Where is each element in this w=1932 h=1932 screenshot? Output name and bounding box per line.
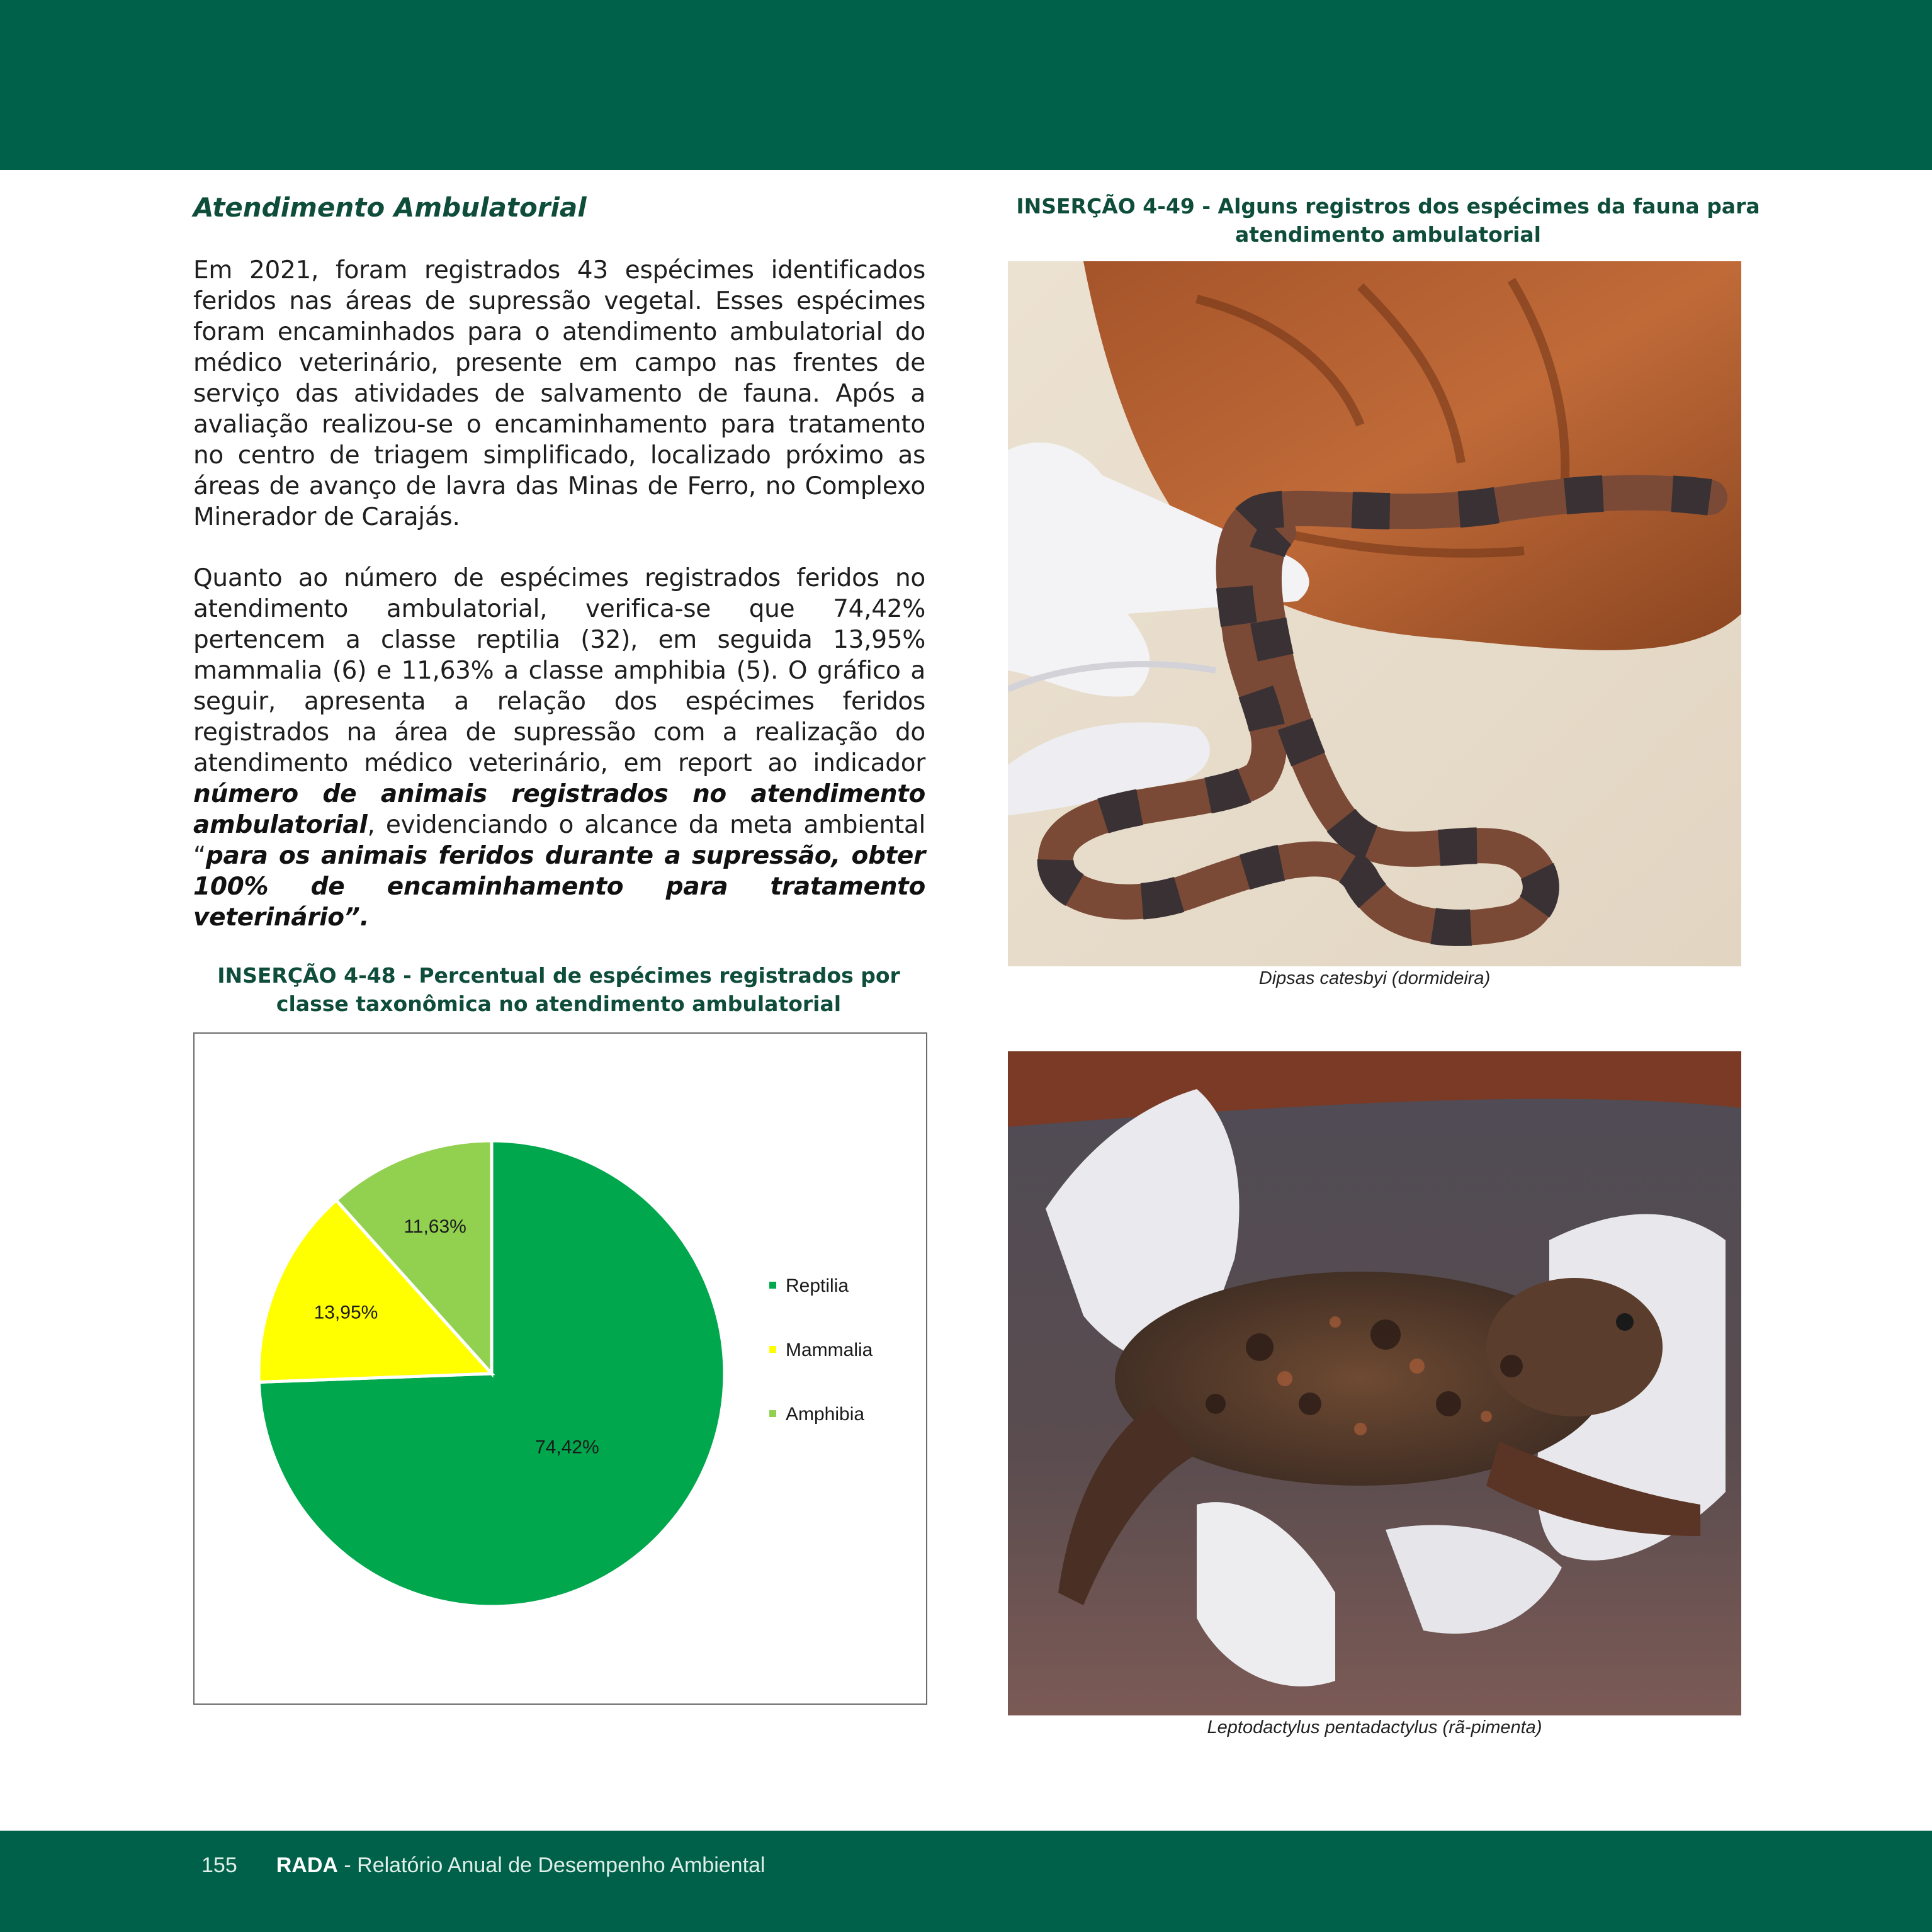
footer-band	[0, 1831, 1932, 1932]
legend-label-reptilia: Reptilia	[786, 1275, 849, 1296]
paragraph-2	[193, 563, 925, 933]
indicator-name: número de animais registrados no atendimento ambulatorial	[193, 780, 925, 839]
legend-swatch-mammalia	[769, 1346, 776, 1353]
legend-swatch-amphibia	[769, 1410, 776, 1417]
footer-brand: RADA	[276, 1853, 338, 1877]
data-label-mammalia: 13,95%	[314, 1302, 378, 1323]
frog-photo	[1008, 1051, 1741, 1715]
environmental-goal: para os animais feridos durante a supressão, obter 100% de encaminhamento para tratamento veterinário”.	[193, 842, 925, 932]
legend-label-mammalia: Mammalia	[786, 1340, 873, 1360]
page-number: 155	[201, 1853, 237, 1877]
paragraph-2-text-b: , evidenciando o alcance da meta ambiental “	[193, 811, 925, 870]
photos-caption: INSERÇÃO 4-49 - Alguns registros dos espécimes da fauna para atendimento ambulatorial	[1016, 194, 1760, 247]
chart-caption: INSERÇÃO 4-48 - Percentual de espécimes registrados por classe taxonômica no atendimento ambulatorial	[217, 963, 900, 1016]
paragraph-1: Em 2021, foram registrados 43 espécimes identificados feridos nas áreas de supressão vegetal. Esses espécimes foram encaminhados para o atendimento ambulatorial do médico veterinário, presente em campo nas frentes de serviço das atividades de salvamento de fauna. Após a avaliação realizou-se o encaminhamento para tratamento no centro de triagem simplificado, localizado próximo as áreas de avanço de lavra das Minas de Ferro, no Complexo Minerador de Carajás.	[193, 256, 925, 531]
footer-title: - Relatório Anual de Desempenho Ambiental	[337, 1853, 765, 1877]
snake-photo-caption: Dipsas catesbyi (dormideira)	[1258, 968, 1491, 988]
footer	[201, 1853, 765, 1878]
pie-chart-frame	[193, 1032, 927, 1705]
section-title: Atendimento Ambulatorial	[193, 192, 587, 223]
paragraph-2-text-a: Quanto ao número de espécimes registrados feridos no atendimento ambulatorial, verifica-se que 74,42% pertencem a classe reptilia (32), em seguida 13,95% mammalia (6) e 11,63% a classe amphibia (5). O gráfico a seguir, apresenta a relação dos espécimes feridos registrados na área de supressão com a realização do atendimento médico veterinário, em report ao indicador	[193, 564, 925, 777]
snake-photo	[1008, 261, 1741, 966]
legend-label-amphibia: Amphibia	[786, 1404, 865, 1425]
header-band	[0, 0, 1932, 170]
pie-chart	[195, 1034, 929, 1706]
frog-photo-caption: Leptodactylus pentadactylus (rã-pimenta)	[1207, 1717, 1542, 1737]
data-label-reptilia: 74,42%	[534, 1437, 599, 1458]
data-label-amphibia: 11,63%	[404, 1216, 466, 1238]
legend-swatch-reptilia	[769, 1282, 776, 1289]
